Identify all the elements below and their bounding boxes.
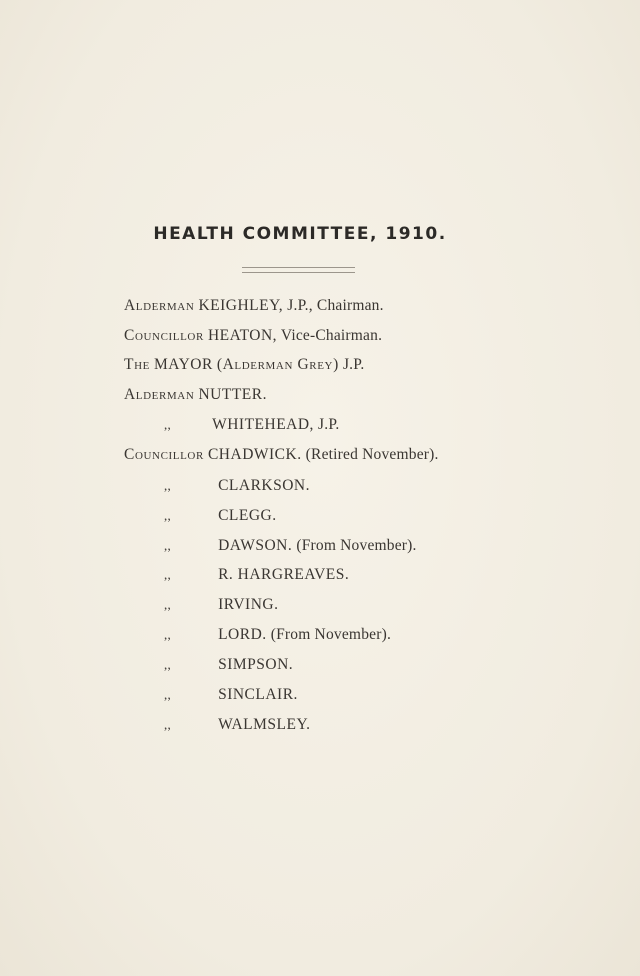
ditto-mark: ,, <box>164 597 171 612</box>
member-title: Councillor <box>124 446 204 463</box>
member-row <box>124 594 278 616</box>
member-row <box>124 654 293 676</box>
ditto-mark: ,, <box>164 627 171 642</box>
member-title: Alderman <box>124 297 195 314</box>
member-title: Councillor <box>124 327 204 344</box>
member-note: J.P., Chairman. <box>287 297 384 314</box>
member-name: SIMPSON. <box>218 656 294 673</box>
member-name: CHADWICK. <box>207 446 302 463</box>
member-name: SINCLAIR. <box>218 686 298 703</box>
member-row <box>124 684 298 706</box>
member-row <box>124 535 417 557</box>
member-name: WHITEHEAD, <box>212 416 314 433</box>
member-row <box>124 714 311 736</box>
title-rule <box>242 267 355 273</box>
member-name: LORD. <box>218 626 267 643</box>
member-note: (From November). <box>270 626 392 643</box>
member-row <box>124 384 267 406</box>
member-name: CLEGG. <box>218 507 277 524</box>
ditto-mark: ,, <box>164 538 171 553</box>
member-name: HEATON, <box>207 327 278 344</box>
member-row <box>124 475 310 497</box>
member-row <box>124 414 340 436</box>
ditto-mark: ,, <box>164 687 171 702</box>
member-row <box>124 444 439 466</box>
ditto-mark: ,, <box>164 508 171 523</box>
member-row <box>124 505 277 527</box>
member-row <box>124 295 384 317</box>
member-note: Vice-Chairman. <box>280 327 383 344</box>
member-row <box>124 354 364 376</box>
ditto-mark: ,, <box>164 417 171 432</box>
page-title: HEALTH COMMITTEE, 1910. <box>153 224 447 244</box>
ditto-mark: ,, <box>164 657 171 672</box>
member-name: WALMSLEY. <box>218 716 311 733</box>
member-name: R. HARGREAVES. <box>218 566 350 583</box>
member-row <box>124 624 391 646</box>
member-title: The <box>124 356 150 373</box>
member-note: (Alderman Grey) <box>216 356 339 373</box>
ditto-mark: ,, <box>164 717 171 732</box>
member-row <box>124 325 382 347</box>
member-row <box>124 564 349 586</box>
member-name: DAWSON. <box>218 537 293 554</box>
member-name: MAYOR <box>154 356 213 373</box>
ditto-mark: ,, <box>164 478 171 493</box>
member-title: Alderman <box>124 386 195 403</box>
member-note: (From November). <box>296 537 417 554</box>
member-note: J.P. <box>318 416 340 433</box>
member-name: KEIGHLEY, <box>198 297 284 314</box>
member-name: CLARKSON. <box>218 477 310 494</box>
member-note: J.P. <box>342 356 365 373</box>
ditto-mark: ,, <box>164 567 171 582</box>
member-name: IRVING. <box>218 596 279 613</box>
member-note: (Retired November). <box>305 446 439 463</box>
member-name: NUTTER. <box>198 386 267 403</box>
